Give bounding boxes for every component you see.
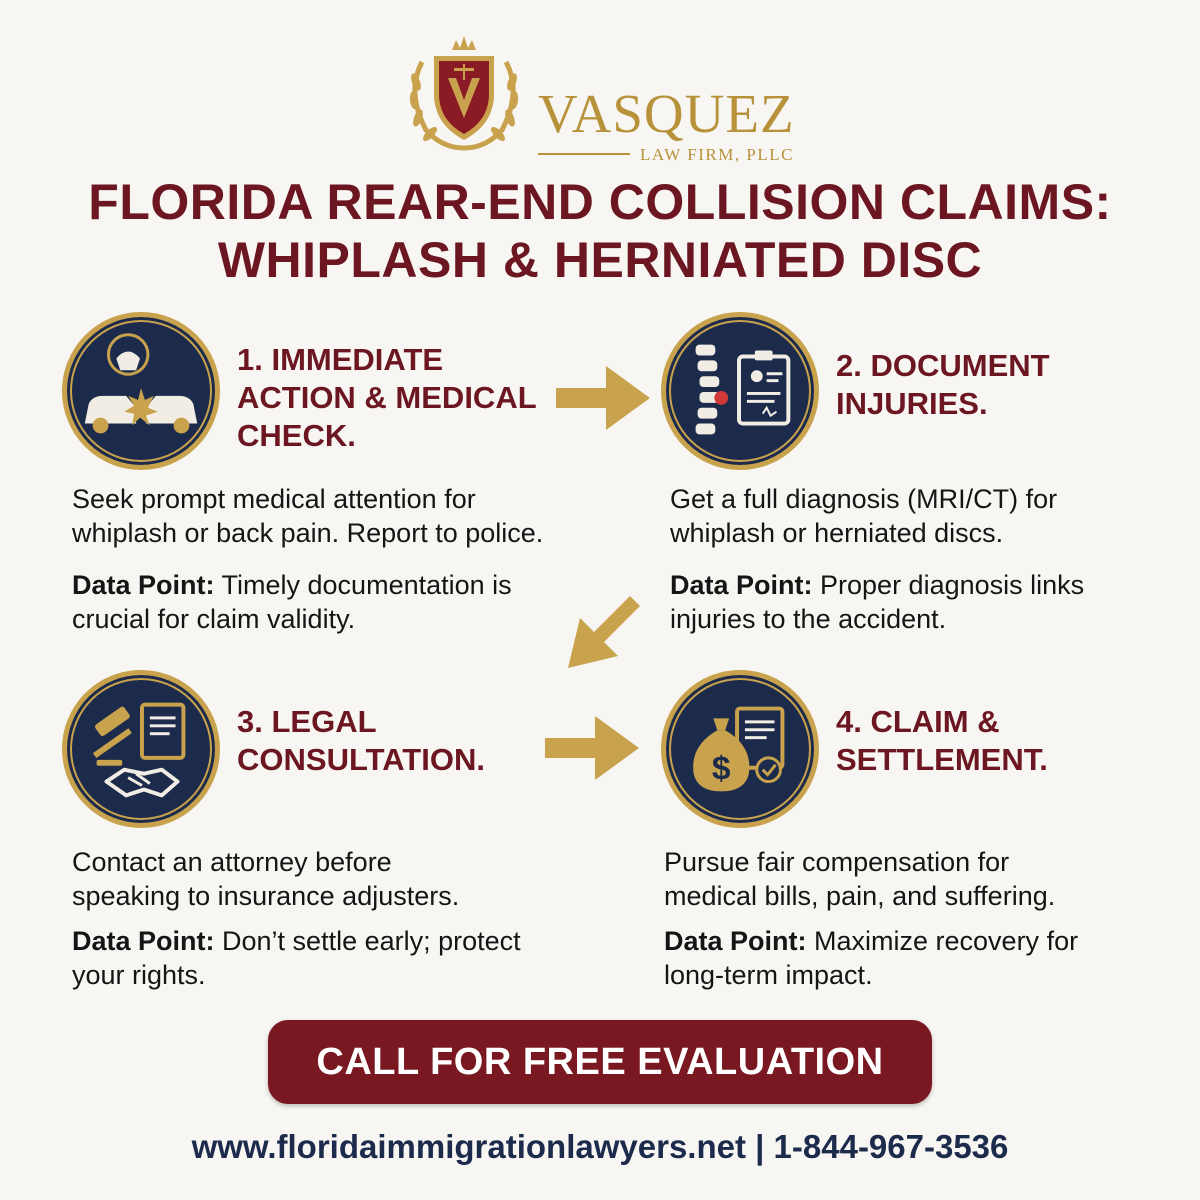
step-4-title: 4. CLAIM & SETTLEMENT.: [836, 704, 1048, 777]
step-1-data-point: Data Point: Timely documentation is crucial for claim validity.: [72, 570, 512, 634]
brand-name: VASQUEZ: [538, 83, 795, 144]
footer-contact[interactable]: www.floridaimmigrationlawyers.net | 1-844-967-3536: [191, 1128, 1009, 1165]
arrow-right-icon: [556, 362, 652, 434]
step-3-description: Contact an attorney before speaking to insurance adjusters.: [72, 847, 460, 911]
step-4-data-point: Data Point: Maximize recovery for long-term impact.: [664, 926, 1079, 990]
brand-subtitle: LAW FIRM, PLLC: [640, 145, 794, 164]
spine-clipboard-icon: [661, 312, 819, 470]
arrow-down-left-icon: [564, 594, 648, 672]
free-evaluation-button[interactable]: CALL FOR FREE EVALUATION: [268, 1020, 932, 1104]
arrow-right-icon: [545, 712, 641, 784]
money-bag-document-icon: [661, 670, 819, 828]
step-2-data-point: Data Point: Proper diagnosis links injuries to the accident.: [670, 570, 1085, 634]
step-2-description: Get a full diagnosis (MRI/CT) for whiplash or herniated discs.: [670, 484, 1058, 548]
svg-text:$: $: [711, 750, 731, 788]
step-4-description: Pursue fair compensation for medical bills, pain, and suffering.: [664, 847, 1056, 911]
gavel-handshake-icon: [62, 670, 220, 828]
firm-logo: [0, 28, 1200, 164]
step-3-title: 3. LEGAL CONSULTATION.: [237, 704, 485, 777]
page-title-line-1: FLORIDA REAR-END COLLISION CLAIMS:: [88, 174, 1112, 230]
step-1-description: Seek prompt medical attention for whiplash or back pain. Report to police.: [72, 484, 544, 548]
car-crash-icon: [62, 312, 220, 470]
brand-divider: [538, 153, 630, 155]
step-1-title: 1. IMMEDIATE ACTION & MEDICAL CHECK.: [237, 342, 537, 453]
crest-icon: [402, 32, 526, 152]
step-3-data-point: Data Point: Don’t settle early; protect your rights.: [72, 926, 521, 990]
page-title-line-2: WHIPLASH & HERNIATED DISC: [217, 232, 983, 288]
step-2-title: 2. DOCUMENT INJURIES.: [836, 348, 1050, 421]
